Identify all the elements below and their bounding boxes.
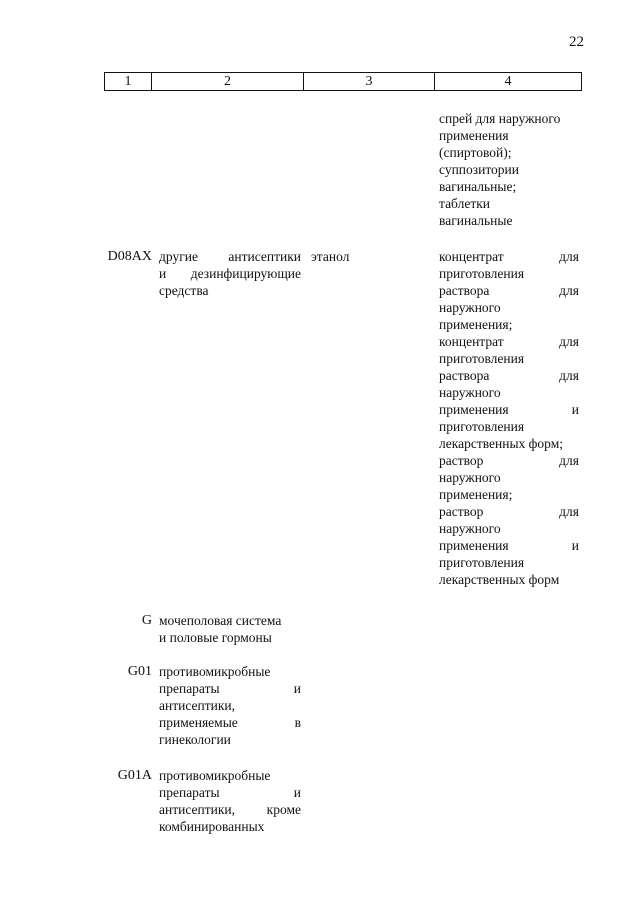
text-word: наружного	[439, 385, 501, 400]
text-word: и	[293, 785, 301, 800]
text-line: таблетки	[439, 196, 491, 211]
atc-code: G	[141, 613, 152, 628]
text-line	[159, 818, 301, 835]
text-line	[159, 612, 301, 629]
dosage-forms	[439, 248, 579, 588]
text-word: противомикробные	[159, 768, 271, 783]
text-word: противомикробные	[159, 664, 271, 679]
text-word: для	[559, 334, 579, 349]
text-word: комбинированных	[159, 819, 265, 834]
text-line	[159, 801, 301, 818]
text-word: наружного	[439, 521, 501, 536]
text-word: раствор	[439, 504, 484, 519]
text-line	[439, 571, 579, 588]
text-word: для	[559, 283, 579, 298]
text-line	[439, 418, 579, 435]
text-line	[439, 452, 579, 469]
atc-code: D08AX	[107, 249, 152, 264]
text-word: применения;	[439, 487, 513, 502]
text-word: и половые гормоны	[159, 630, 272, 645]
text-line	[159, 282, 301, 299]
text-word: другие	[159, 249, 198, 264]
text-word: антисептики,	[159, 698, 235, 713]
group-name	[159, 663, 301, 748]
text-word: приготовления	[439, 555, 525, 570]
text-word: применяемые	[159, 715, 238, 730]
text-line	[159, 767, 301, 784]
text-word: для	[559, 504, 579, 519]
text-line	[439, 554, 579, 571]
group-name	[159, 248, 301, 299]
atc-code: G01	[127, 664, 152, 679]
text-line	[159, 663, 301, 680]
text-line	[439, 469, 579, 486]
text-word: препараты	[159, 785, 220, 800]
text-line	[439, 401, 579, 418]
text-word: применения;	[439, 317, 513, 332]
text-line	[439, 350, 579, 367]
text-word: раствор	[439, 453, 484, 468]
group-name	[159, 612, 301, 646]
text-word: приготовления	[439, 419, 525, 434]
header-col-3: 3	[304, 73, 435, 90]
text-word: раствора	[439, 368, 490, 383]
text-word: и	[293, 681, 301, 696]
text-word: для	[559, 453, 579, 468]
text-line	[439, 367, 579, 384]
text-line	[439, 486, 579, 503]
text-word: кроме	[266, 802, 301, 817]
text-word: приготовления	[439, 266, 525, 281]
text-line	[439, 503, 579, 520]
text-word: дезинфицирующие	[190, 266, 301, 281]
text-word: гинекологии	[159, 732, 231, 747]
text-line	[159, 248, 301, 265]
text-word: концентрат	[439, 249, 504, 264]
atc-code: G01A	[117, 768, 152, 783]
text-line: (спиртовой);	[439, 145, 512, 160]
text-line: применения	[439, 128, 509, 143]
text-word: антисептики	[228, 249, 301, 264]
text-word: средства	[159, 283, 209, 298]
text-word: и	[571, 538, 579, 553]
text-line	[159, 784, 301, 801]
text-word: для	[559, 368, 579, 383]
text-word: в	[294, 715, 301, 730]
text-word: применения	[439, 538, 509, 553]
continuation-forms	[439, 110, 579, 229]
text-line	[439, 248, 579, 265]
text-line	[439, 333, 579, 350]
text-word: и	[571, 402, 579, 417]
text-line: вагинальные;	[439, 179, 517, 194]
drug-name: этанол	[311, 249, 350, 264]
text-word: мочеполовая система	[159, 613, 282, 628]
text-word: приготовления	[439, 351, 525, 366]
text-line	[439, 435, 579, 452]
text-word: концентрат	[439, 334, 504, 349]
text-line	[439, 265, 579, 282]
text-line: суппозитории	[439, 162, 519, 177]
text-word: применения	[439, 402, 509, 417]
text-word: лекарственных форм	[439, 572, 560, 587]
text-line	[159, 731, 301, 748]
text-line	[159, 265, 301, 282]
text-word: препараты	[159, 681, 220, 696]
text-word: для	[559, 249, 579, 264]
text-word: антисептики,	[159, 802, 235, 817]
text-line	[439, 384, 579, 401]
table-header	[104, 72, 582, 91]
header-col-1: 1	[104, 73, 152, 90]
group-name	[159, 767, 301, 835]
text-line	[439, 316, 579, 333]
text-line	[159, 680, 301, 697]
text-line: вагинальные	[439, 213, 513, 228]
text-line	[159, 697, 301, 714]
text-line	[439, 520, 579, 537]
text-word: наружного	[439, 300, 501, 315]
text-line: спрей для наружного	[439, 111, 561, 126]
text-line	[159, 714, 301, 731]
text-word: наружного	[439, 470, 501, 485]
page-number: 22	[569, 34, 584, 50]
text-word: и	[159, 266, 167, 281]
text-word: раствора	[439, 283, 490, 298]
text-line	[439, 299, 579, 316]
text-line	[439, 537, 579, 554]
text-line	[159, 629, 301, 646]
text-word: лекарственных форм;	[439, 436, 563, 451]
header-col-2: 2	[152, 73, 304, 90]
text-line	[439, 282, 579, 299]
header-col-4: 4	[435, 73, 582, 90]
